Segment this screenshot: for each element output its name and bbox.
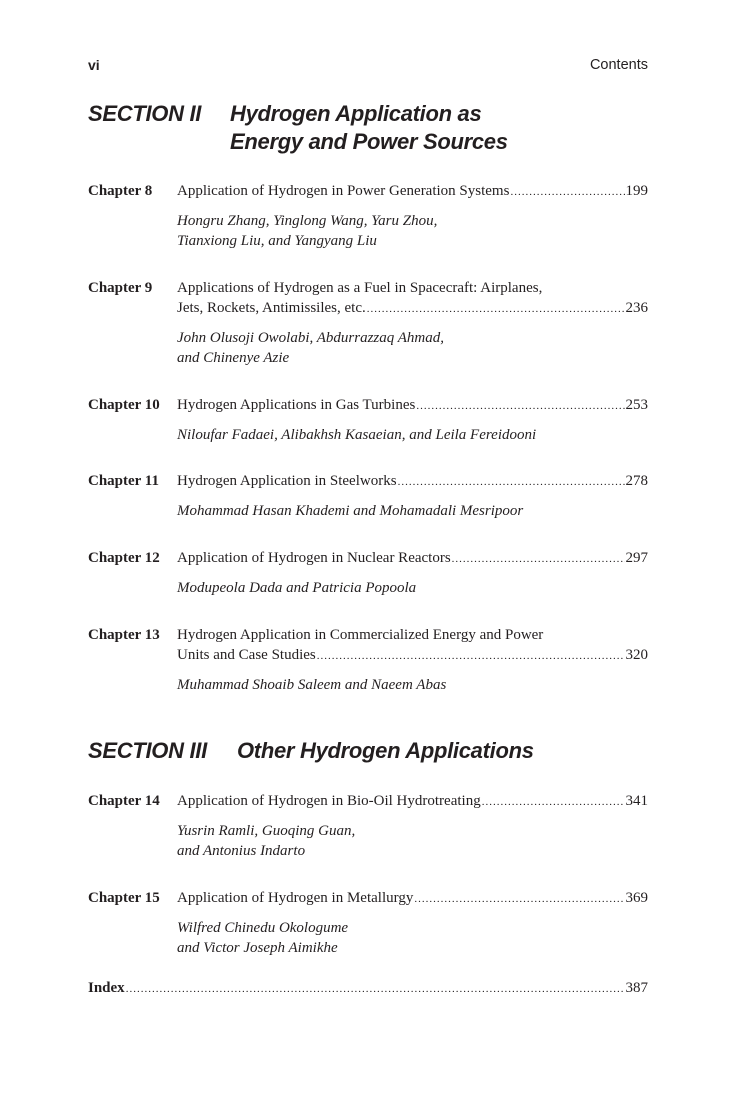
page-number: vi bbox=[88, 57, 100, 73]
index-label: Index bbox=[88, 980, 125, 996]
author-line: Mohammad Hasan Khademi and Mohamadali Mesripoor bbox=[177, 503, 524, 519]
running-head: Contents bbox=[589, 57, 648, 73]
author-line: Niloufar Fadaei, Alibakhsh Kasaeian, and Leila Fereidooni bbox=[177, 427, 537, 443]
page-reference: 199 bbox=[625, 183, 648, 199]
author-line: Yusrin Ramli, Guoqing Guan, bbox=[177, 823, 356, 839]
page-reference: 341 bbox=[625, 793, 648, 809]
dot-leader bbox=[367, 299, 625, 319]
chapter-title-continued: Jets, Rockets, Antimissiles, etc. bbox=[177, 300, 366, 316]
author-line: and Chinenye Azie bbox=[177, 350, 290, 366]
dot-leader bbox=[398, 472, 625, 492]
chapter-label: Chapter 10 bbox=[88, 397, 160, 413]
page-reference: 253 bbox=[625, 397, 648, 413]
page-reference: 278 bbox=[625, 473, 648, 489]
chapter-title: Application of Hydrogen in Power Generation Systems bbox=[177, 183, 510, 199]
chapter-title-line bbox=[177, 395, 648, 415]
section-title-line: Energy and Power Sources bbox=[230, 129, 508, 154]
chapter-label: Chapter 14 bbox=[88, 793, 160, 809]
chapter-title: Hydrogen Application in Commercialized Energy and Power bbox=[177, 627, 544, 643]
author-line: and Antonius Indarto bbox=[177, 843, 306, 859]
section-heading-3 bbox=[88, 737, 648, 767]
chapter-title: Hydrogen Applications in Gas Turbines bbox=[177, 397, 416, 413]
chapter-label: Chapter 11 bbox=[88, 473, 159, 489]
chapter-authors bbox=[177, 328, 648, 368]
section-heading-2 bbox=[88, 100, 648, 158]
section-label: SECTION III bbox=[88, 738, 207, 763]
chapter-authors bbox=[177, 918, 648, 958]
dot-leader bbox=[510, 182, 624, 202]
chapter-label: Chapter 15 bbox=[88, 890, 160, 906]
chapter-title-line bbox=[177, 645, 648, 665]
chapter-authors bbox=[177, 211, 648, 251]
page-reference: 320 bbox=[625, 647, 648, 663]
toc-entry-index[interactable] bbox=[88, 978, 648, 999]
chapter-title-line bbox=[177, 181, 648, 201]
chapter-title-line bbox=[177, 888, 648, 908]
chapter-title: Application of Hydrogen in Metallurgy bbox=[177, 890, 414, 906]
section-title-line: Hydrogen Application as bbox=[230, 101, 482, 126]
page-reference: 236 bbox=[625, 300, 648, 316]
chapter-title: Application of Hydrogen in Bio-Oil Hydrotreating bbox=[177, 793, 481, 809]
author-line: John Olusoji Owolabi, Abdurrazzaq Ahmad, bbox=[177, 330, 444, 346]
chapter-authors bbox=[177, 821, 648, 861]
author-line: Tianxiong Liu, and Yangyang Liu bbox=[177, 233, 377, 249]
chapter-title-line bbox=[177, 298, 648, 318]
chapter-authors bbox=[177, 578, 648, 598]
chapter-title: Application of Hydrogen in Nuclear Reactors bbox=[177, 550, 451, 566]
chapter-title-continued: Units and Case Studies bbox=[177, 647, 316, 663]
dot-leader bbox=[317, 646, 625, 666]
chapter-label: Chapter 12 bbox=[88, 550, 160, 566]
toc-page bbox=[88, 0, 648, 1106]
dot-leader bbox=[414, 889, 624, 909]
chapter-label: Chapter 9 bbox=[88, 280, 153, 296]
dot-leader bbox=[452, 549, 625, 569]
page-reference: 297 bbox=[625, 550, 648, 566]
dot-leader bbox=[482, 792, 625, 812]
author-line: Modupeola Dada and Patricia Popoola bbox=[177, 580, 417, 596]
section-title bbox=[230, 100, 508, 156]
section-title: Other Hydrogen Applications bbox=[237, 738, 534, 763]
page-reference: 369 bbox=[625, 890, 648, 906]
chapter-title-line bbox=[177, 791, 648, 811]
chapter-authors bbox=[177, 501, 648, 521]
author-line: Wilfred Chinedu Okologume bbox=[177, 920, 349, 936]
dot-leader bbox=[126, 979, 625, 999]
section-label: SECTION II bbox=[88, 101, 202, 126]
page-header bbox=[88, 57, 648, 77]
author-line: Muhammad Shoaib Saleem and Naeem Abas bbox=[177, 677, 447, 693]
page-reference: 387 bbox=[625, 980, 648, 996]
chapter-authors bbox=[177, 425, 648, 445]
chapter-title-line bbox=[177, 548, 648, 568]
chapter-label: Chapter 8 bbox=[88, 183, 153, 199]
chapter-title: Applications of Hydrogen as a Fuel in Spacecraft: Airplanes, bbox=[177, 280, 543, 296]
chapter-authors bbox=[177, 675, 648, 695]
chapter-label: Chapter 13 bbox=[88, 627, 160, 643]
author-line: and Victor Joseph Aimikhe bbox=[177, 940, 338, 956]
dot-leader bbox=[416, 396, 624, 416]
chapter-title: Hydrogen Application in Steelworks bbox=[177, 473, 397, 489]
author-line: Hongru Zhang, Yinglong Wang, Yaru Zhou, bbox=[177, 213, 438, 229]
chapter-title-line bbox=[177, 471, 648, 491]
